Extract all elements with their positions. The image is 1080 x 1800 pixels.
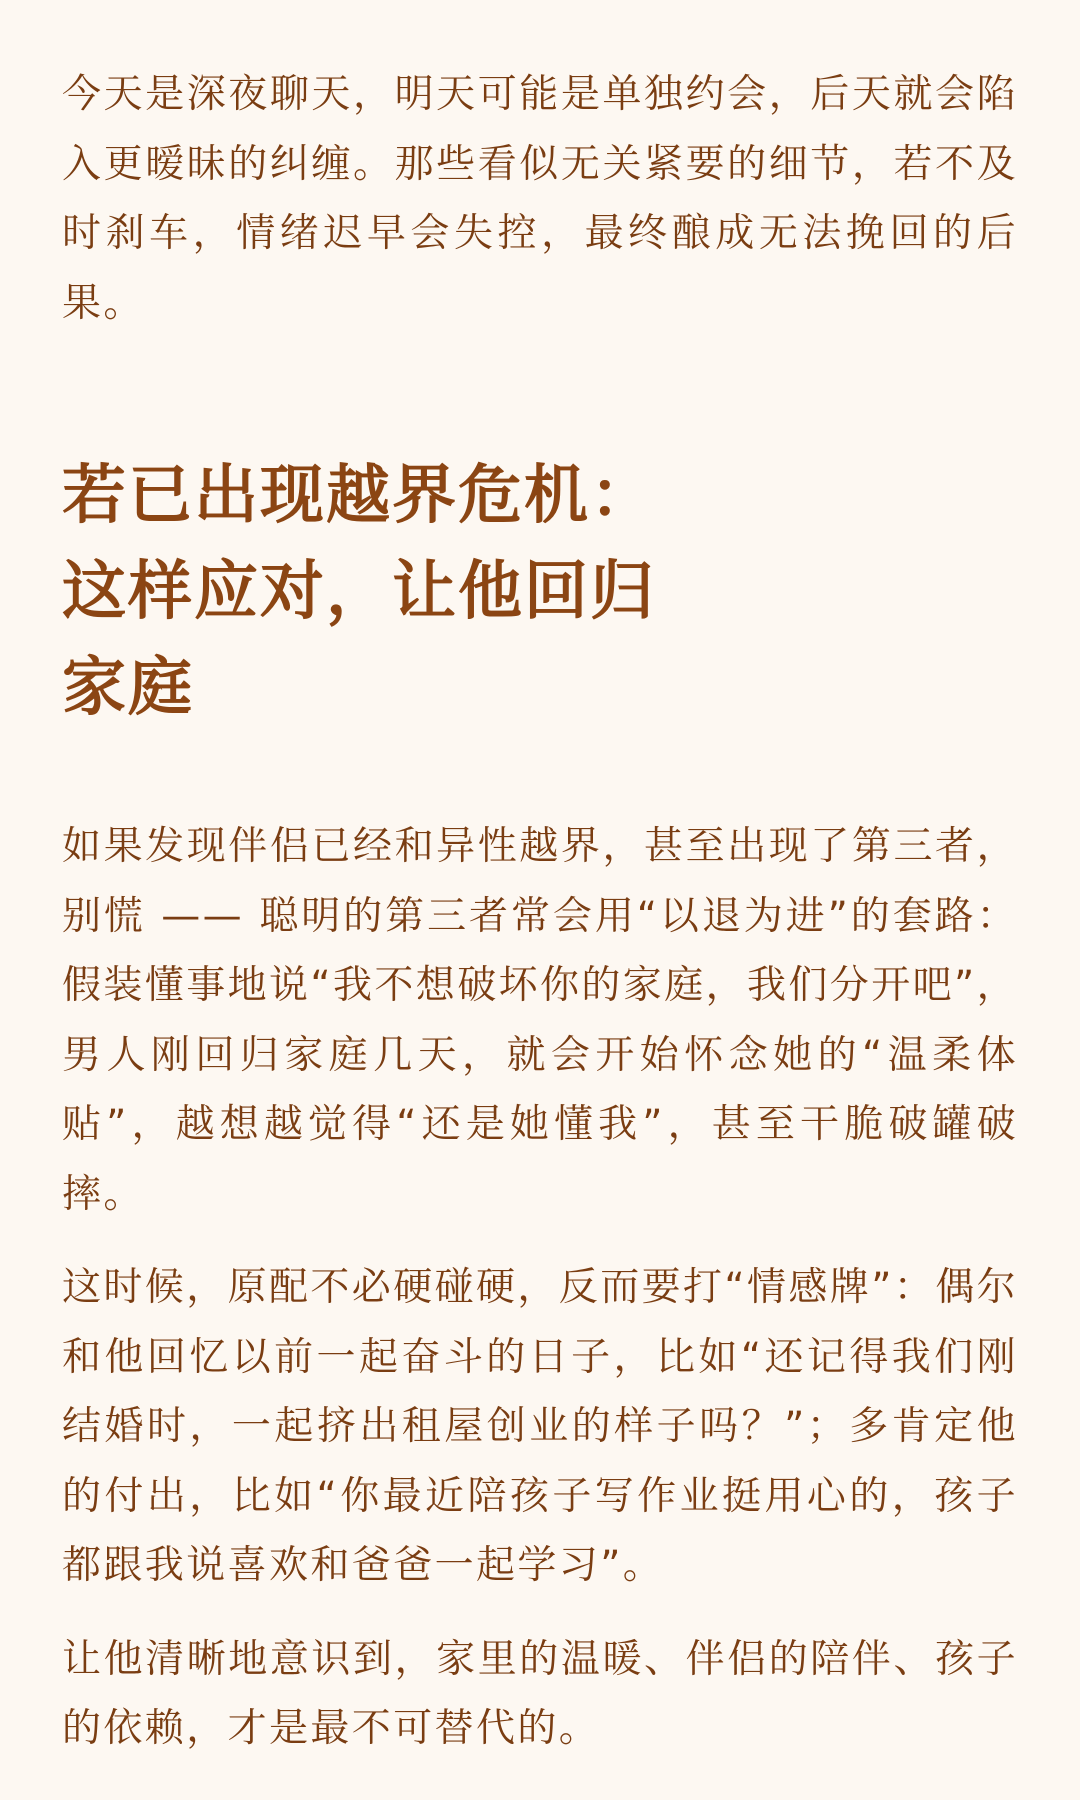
section-heading <box>62 448 1018 736</box>
section-heading-line: 若已出现越界危机： <box>62 459 656 533</box>
section-heading-line: 这样应对，让他回归 <box>62 555 656 629</box>
body-paragraph-discovery: 如果发现伴侣已经和异性越界，甚至出现了第三者，别慌 —— 聪明的第三者常会用“以退为进”的套路：假装懂事地说“我不想破坏你的家庭，我们分开吧”，男人刚回归家庭几天，就会开始怀念她的“温柔体贴”，越想越觉得“还是她懂我”，甚至干脆破罐破摔。 <box>62 824 1019 1217</box>
section-heading-line: 家庭 <box>62 651 194 725</box>
intro-paragraph: 今天是深夜聊天，明天可能是单独约会，后天就会陷入更暧昧的纠缠。那些看似无关紧要的细节，若不及时刹车，情绪迟早会失控，最终酿成无法挽回的后果。 <box>62 72 1018 326</box>
body-paragraph-emotional-approach: 这时候，原配不必硬碰硬，反而要打“情感牌”：偶尔和他回忆以前一起奋斗的日子，比如“还记得我们刚结婚时，一起挤出租屋创业的样子吗？”；多肯定他的付出，比如“你最近陪孩子写作业挺用心的，孩子都跟我说喜欢和爸爸一起学习”。 <box>62 1265 1019 1588</box>
section-body <box>62 812 1018 1764</box>
body-paragraph-conclusion: 让他清晰地意识到，家里的温暖、伴侣的陪伴、孩子的依赖，才是最不可替代的。 <box>62 1636 1018 1751</box>
